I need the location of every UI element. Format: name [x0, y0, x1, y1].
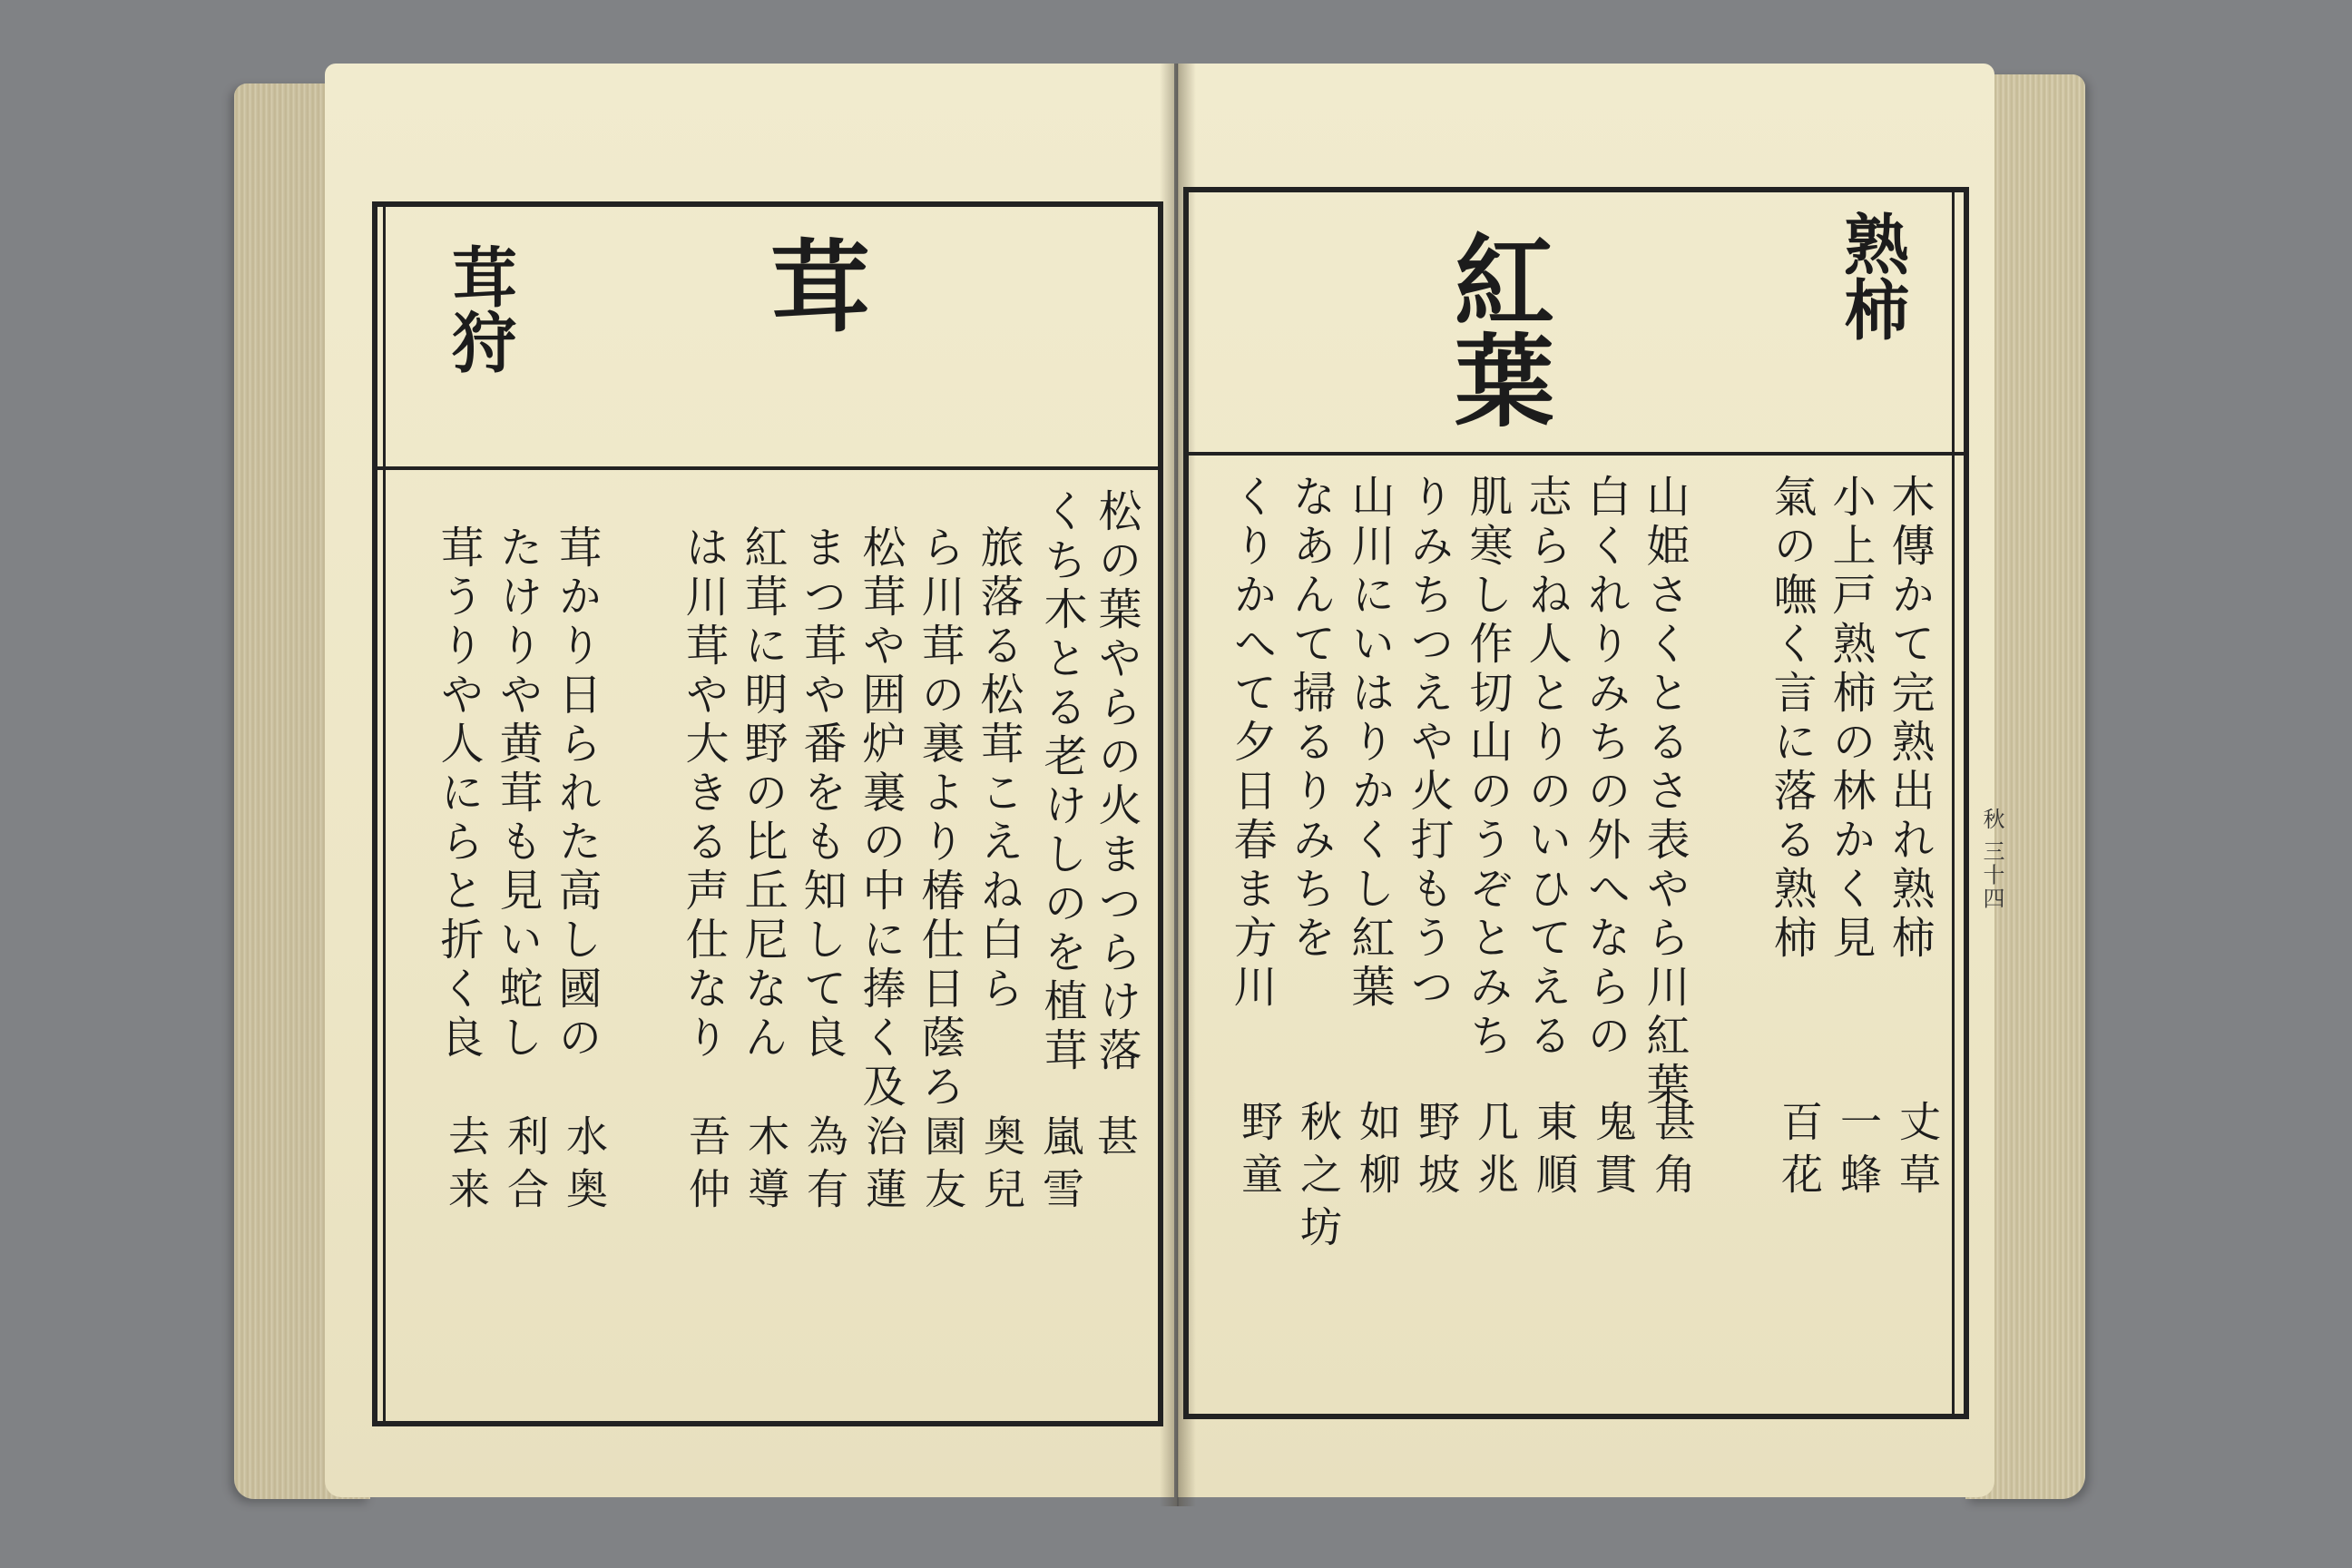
left-poet-2: 嵐雪: [1036, 1114, 1085, 1220]
right-poet-8: 野坡: [1412, 1100, 1461, 1205]
left-verse-9: 茸かり日られた高し國の: [551, 524, 602, 1063]
right-verse-4: 山姫さくとるさ表やら川紅葉: [1639, 474, 1690, 1111]
right-verse-1: 木傳かて完熟出れ熟柿: [1884, 474, 1935, 964]
right-poet-10: 秋之坊: [1294, 1100, 1343, 1258]
right-verse-5: 白くれりみちの外へならの: [1580, 474, 1631, 1062]
page-folio-mark: 秋 三十四: [1979, 808, 2004, 911]
left-verse-8: は川茸や大きる声仕なり: [678, 524, 729, 1063]
left-verse-2: くち木とる老けしのを植茸: [1036, 488, 1087, 1076]
left-poet-4: 園友: [918, 1114, 967, 1220]
right-verse-3: 氣の嘸く言に落る熟柿: [1766, 474, 1817, 964]
left-poet-3: 奥兒: [977, 1114, 1026, 1220]
right-title-main: 紅葉: [1438, 229, 1555, 428]
left-poet-10: 利合: [501, 1114, 550, 1220]
open-book: [234, 64, 2085, 1515]
right-verse-7: 肌寒し作切山のうぞとみち: [1462, 474, 1513, 1062]
left-poet-8: 吾仲: [682, 1114, 731, 1220]
right-poet-6: 東順: [1530, 1100, 1579, 1205]
right-page-frame: [1183, 187, 1969, 1419]
left-verse-10: たけりや黄茸も見い蛇し: [492, 524, 543, 1063]
left-poet-7: 木導: [741, 1114, 790, 1220]
frame-inner-line: [383, 207, 386, 1421]
right-poet-5: 鬼貫: [1589, 1100, 1638, 1205]
left-poet-11: 去来: [442, 1114, 491, 1220]
title-separator: [377, 466, 1158, 470]
frame-inner-line: [1952, 192, 1955, 1414]
left-title-main: 茸: [754, 234, 871, 334]
title-separator: [1189, 452, 1964, 456]
right-poet-11: 野童: [1235, 1100, 1284, 1205]
right-poet-4: 甚角: [1648, 1100, 1697, 1205]
left-verse-6: まつ茸や番をも知して良: [796, 524, 847, 1063]
left-verse-4: ら川茸の裏より椿仕日蔭ろ: [914, 524, 965, 1112]
right-verse-8: りみちつえや火打もうつ: [1403, 474, 1454, 1013]
left-verse-7: 紅茸に明野の比丘尼なん: [737, 524, 788, 1063]
left-page-frame: [372, 201, 1163, 1426]
left-poet-1: 甚: [1091, 1114, 1140, 1167]
right-poet-7: 几兆: [1471, 1100, 1520, 1205]
right-poet-2: 一蜂: [1834, 1100, 1883, 1205]
right-poet-9: 如柳: [1353, 1100, 1402, 1205]
left-verse-1: 松の葉やらの火まつらけ落: [1091, 488, 1142, 1076]
left-poet-5: 治蓮: [859, 1114, 908, 1220]
right-poet-3: 百花: [1775, 1100, 1824, 1205]
left-title-sub: 茸狩: [441, 243, 518, 374]
left-verse-11: 茸うりや人にらと折く良: [433, 524, 484, 1063]
left-verse-3: 旅落る松茸こえね白ら: [973, 524, 1024, 1014]
right-poet-1: 丈草: [1893, 1100, 1942, 1205]
right-title-sub: 熟柿: [1833, 211, 1910, 341]
right-verse-10: なあんて掃るりみちを: [1285, 474, 1336, 964]
right-verse-9: 山川にいはりかくし紅葉: [1344, 474, 1395, 1013]
left-poet-9: 水奥: [560, 1114, 609, 1220]
right-verse-6: 志らね人とりのいひてえる: [1521, 474, 1572, 1062]
left-verse-5: 松茸や囲炉裏の中に捧く及: [855, 524, 906, 1112]
right-verse-2: 小上戸熟柿の林かく見: [1825, 474, 1876, 964]
right-verse-11: くりかへて夕日春ま方川: [1226, 474, 1277, 1013]
left-poet-6: 為有: [800, 1114, 849, 1220]
